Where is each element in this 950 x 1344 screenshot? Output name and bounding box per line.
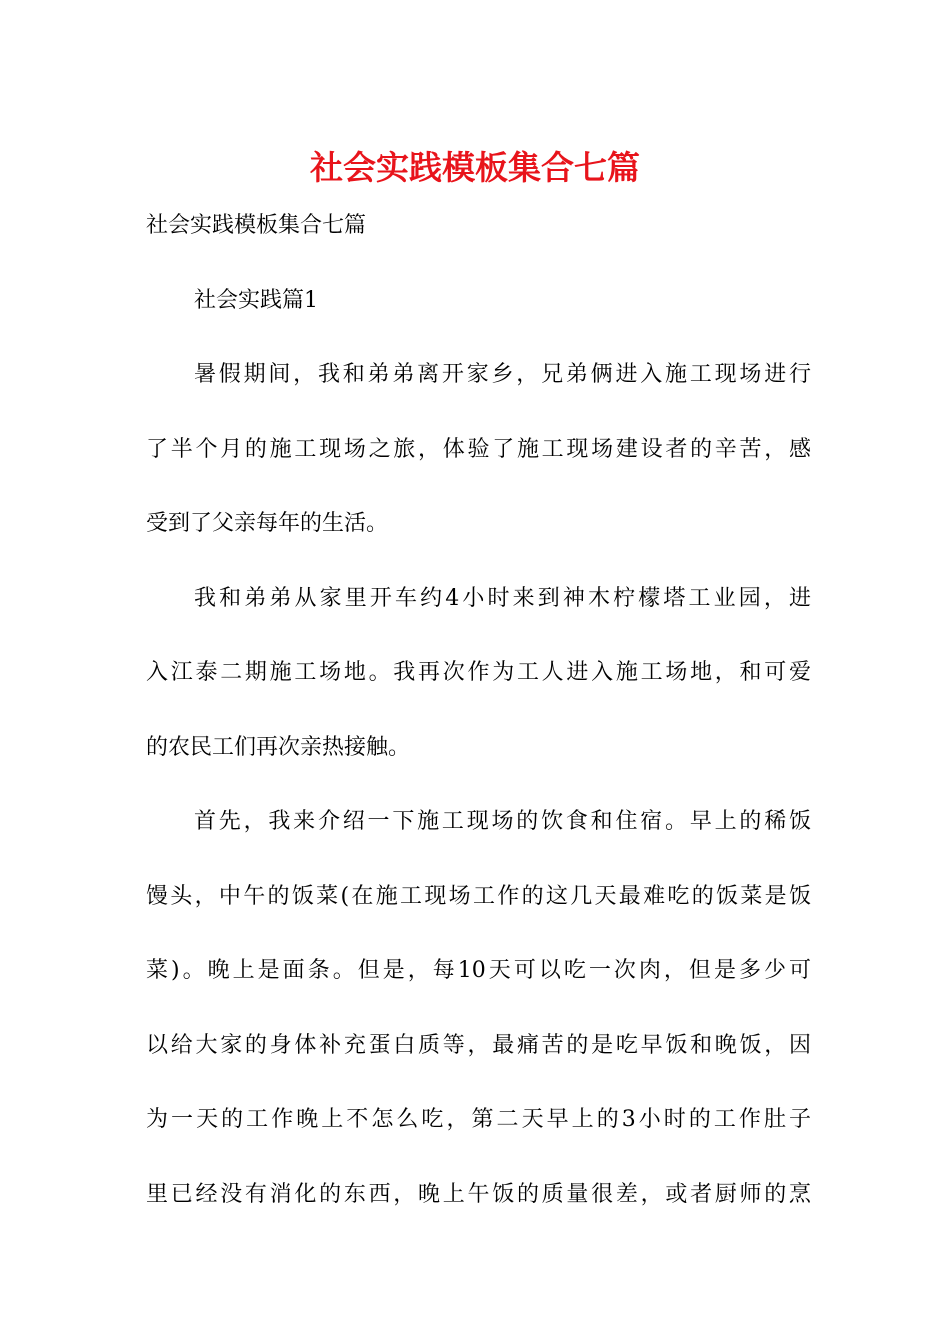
paragraph — [146, 579, 811, 803]
paragraph — [146, 355, 811, 579]
text-line: 了半个月的施工现场之旅，体验了施工现场建设者的辛苦，感 — [146, 436, 811, 462]
text-line: 受到了父亲每年的生活。 — [146, 511, 389, 536]
text-line: 首先，我来介绍一下施工现场的饮食和住宿。早上的稀饭 — [194, 809, 811, 834]
section-heading: 社会实践篇1 — [194, 288, 318, 313]
text-line: 入江泰二期施工场地。我再次作为工人进入施工场地，和可爱 — [146, 660, 811, 685]
paragraph — [146, 802, 811, 1249]
text-line: 为一天的工作晚上不怎么吃，第二天早上的3小时的工作肚子 — [146, 1107, 811, 1132]
text-line: 馒头，中午的饭菜(在施工现场工作的这几天最难吃的饭菜是饭 — [146, 883, 811, 909]
document-subtitle: 社会实践模板集合七篇 — [146, 213, 367, 238]
text-line: 以给大家的身体补充蛋白质等，最痛苦的是吃早饭和晚饭，因 — [146, 1032, 811, 1058]
text-line: 我和弟弟从家里开车约4小时来到神木柠檬塔工业园，进 — [194, 585, 811, 611]
text-line: 里已经没有消化的东西，晚上午饭的质量很差，或者厨师的烹 — [146, 1181, 811, 1207]
text-line: 菜)。晚上是面条。但是，每10天可以吃一次肉，但是多少可 — [146, 958, 811, 983]
text-line: 的农民工们再次亲热接触。 — [146, 734, 411, 760]
document-body — [146, 355, 811, 1249]
text-line: 暑假期间，我和弟弟离开家乡，兄弟俩进入施工现场进行 — [194, 362, 811, 387]
document-title: 社会实践模板集合七篇 — [310, 148, 640, 187]
